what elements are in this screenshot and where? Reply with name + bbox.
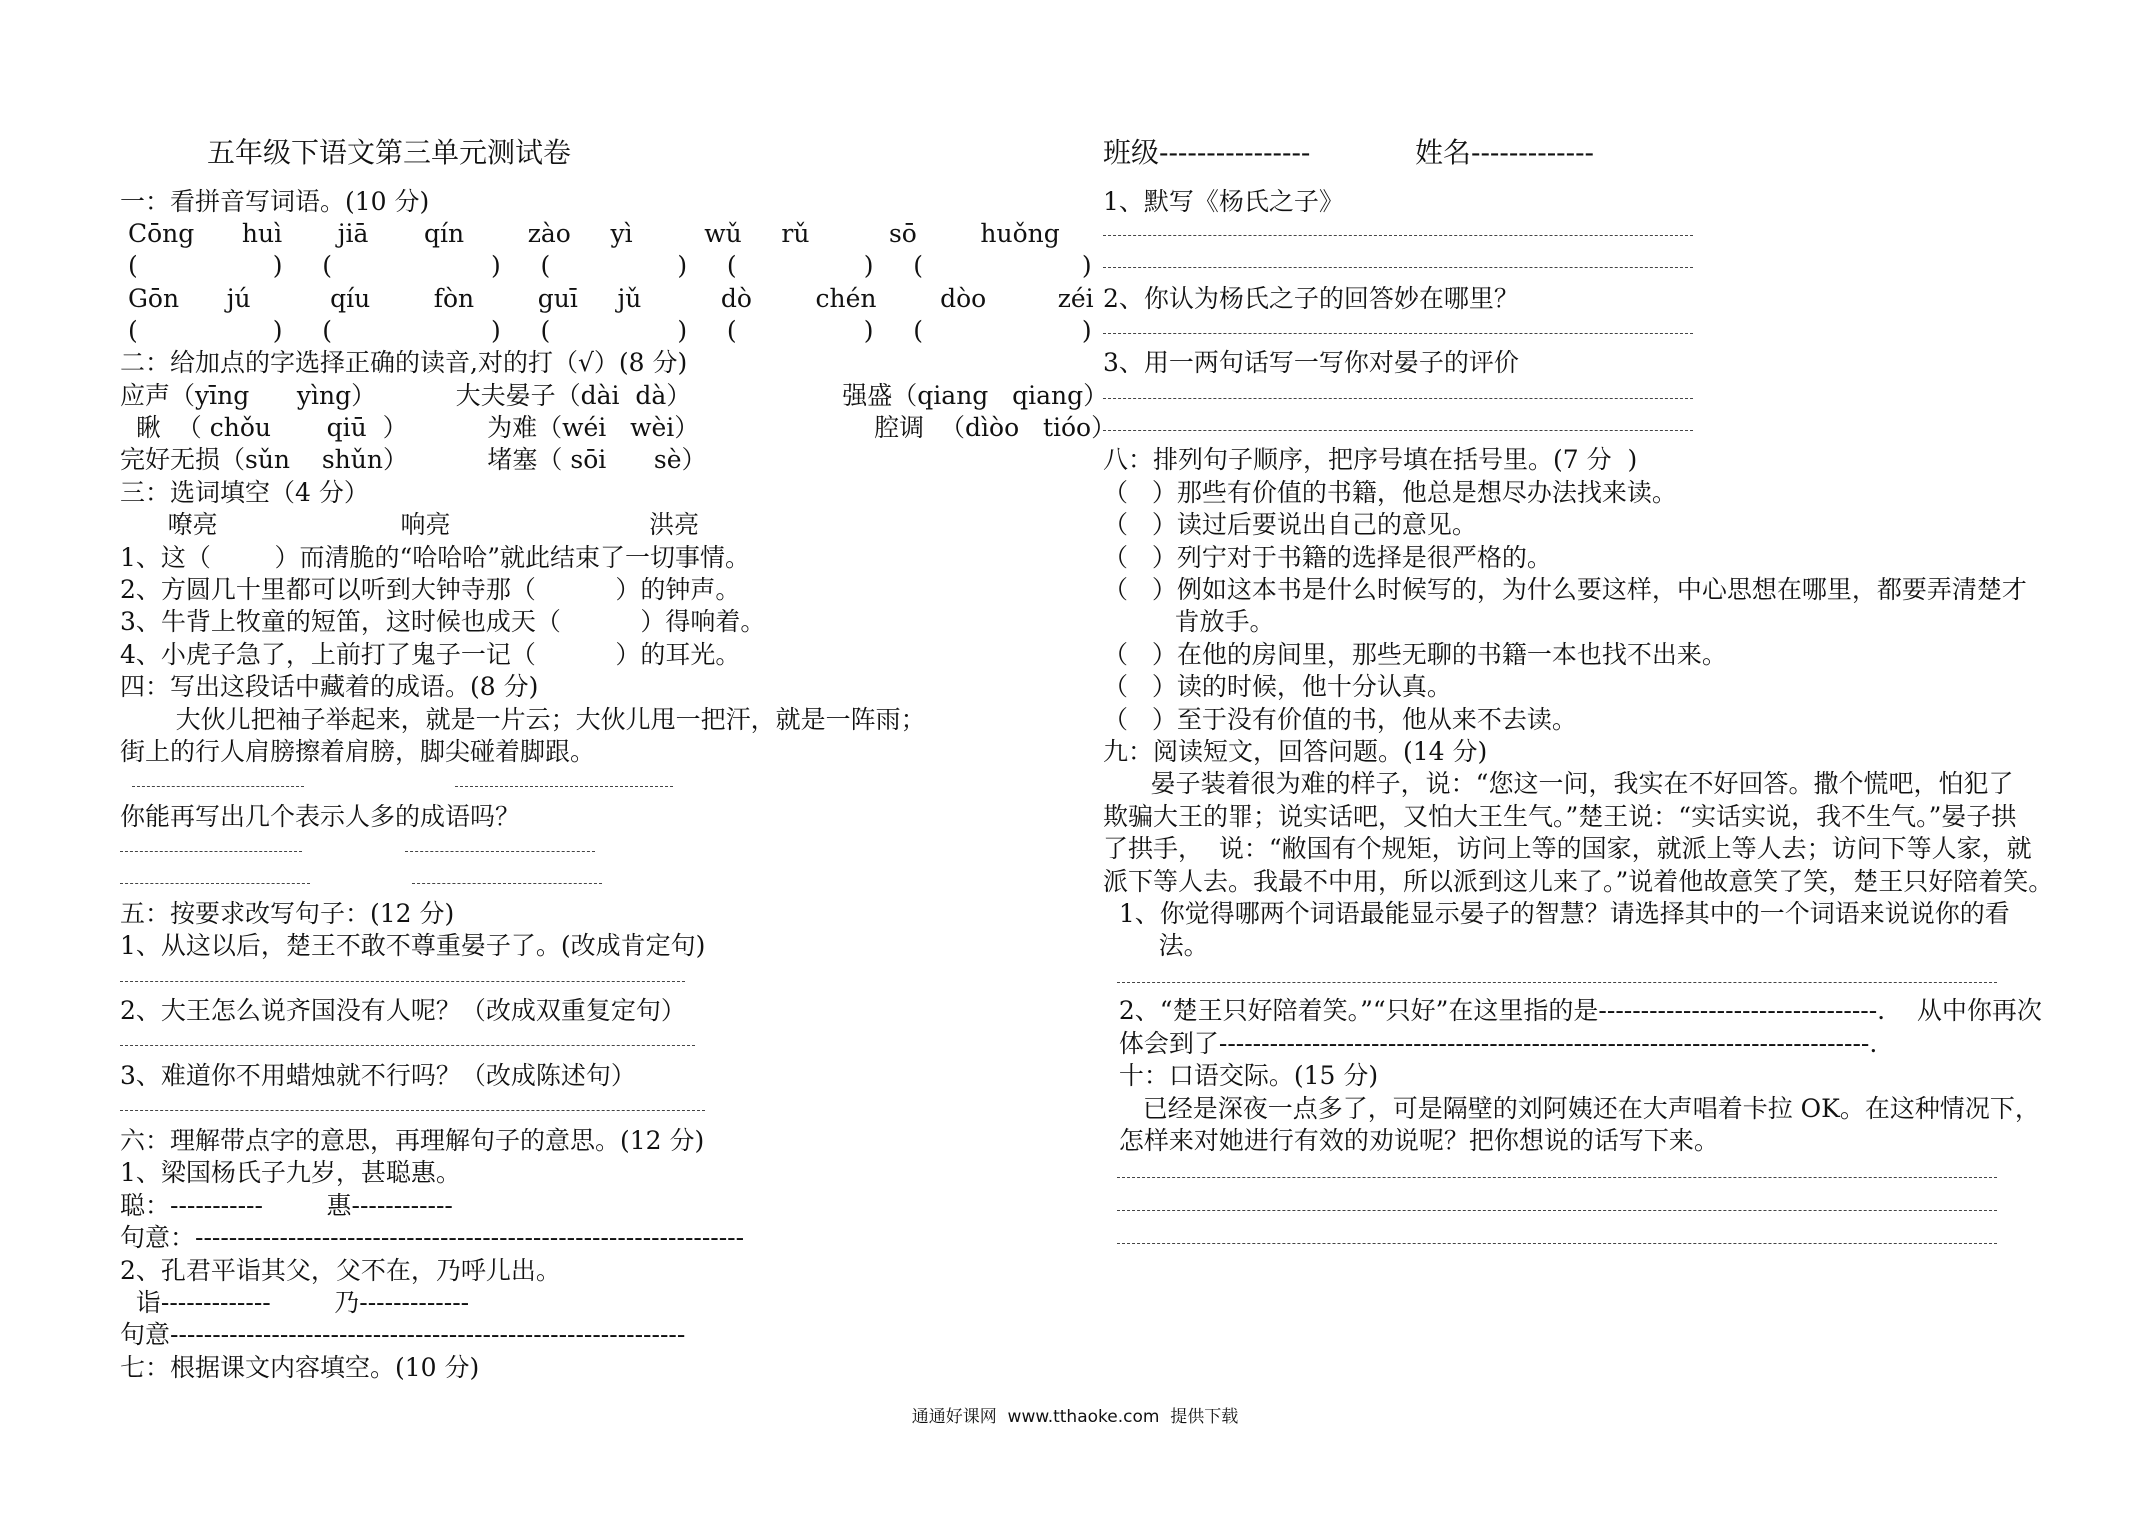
answer-line[interactable] [412,883,602,884]
section-9-heading: 九：阅读短文，回答问题。(14 分) [1103,737,1488,766]
sentence-meaning-2[interactable]: 句意------------------------------------------------------------- [120,1320,686,1349]
section-4-heading: 四：写出这段话中藏着的成语。(8 分) [120,672,539,701]
answer-brackets-row-1[interactable]: ( ) ( ) ( ) ( ) ( ) [120,251,1092,280]
word-choices: 嘹亮 响亮 洪亮 [120,510,700,539]
answer-line[interactable] [1103,430,1693,431]
reading-question-3: 3、用一两句话写一写你对晏子的评价 [1103,348,1519,377]
page-title: 五年级下语文第三单元测试卷 [207,136,572,169]
pronunciation-row-1: 应声（yīng yìng） 大夫晏子（dài dà） 强盛（qiang qiang） [120,381,1109,410]
answer-line[interactable] [120,851,302,852]
passage-line-1: 大伙儿把袖子举起来，就是一片云；大伙儿甩一把汗，就是一阵雨； [120,705,926,734]
story-question-1: 1、你觉得哪两个词语最能显示晏子的智慧？请选择其中的一个词语来说说你的看 [1103,899,2010,928]
order-item[interactable]: （ ）读过后要说出自己的意见。 [1103,510,1477,539]
section-1-heading: 一：看拼音写词语。(10 分) [120,187,430,216]
reading-question-2: 2、你认为杨氏之子的回答妙在哪里？ [1103,284,1519,313]
answer-line[interactable] [120,981,685,982]
answer-line[interactable] [455,786,673,787]
section-10-heading: 十：口语交际。(15 分) [1103,1061,1379,1090]
order-item[interactable]: （ ）在他的房间里，那些无聊的书籍一本也找不出来。 [1103,640,1727,669]
char-meaning-row-1[interactable]: 聪：----------- 惠------------ [120,1191,453,1220]
answer-line[interactable] [1103,267,1693,268]
section-3-heading: 三：选词填空（4 分） [120,478,369,507]
answer-line[interactable] [120,1110,705,1111]
order-item[interactable]: （ ）至于没有价值的书，他从来不去读。 [1103,705,1577,734]
answer-line[interactable] [1103,398,1693,399]
classical-sentence-2: 2、孔君平诣其父，父不在，乃呼儿出。 [120,1256,561,1285]
story-question-1-continued: 法。 [1103,931,1209,960]
story-line-4: 派下等人去。我最不中用，所以派到这儿来了。”说着他故意笑了笑，楚王只好陪着笑。 [1103,867,2054,896]
story-question-2-continued[interactable]: 体会到了-----------------------------------------------------------------------------. [1103,1029,1878,1058]
section-7-heading: 七：根据课文内容填空。(10 分) [120,1353,480,1382]
pinyin-row-2: Gōn jú qíu fòn guī jǔ dò chén dòo zéi [120,284,1094,313]
pronunciation-row-2: 瞅 （ chǒu qiū ） 为难（wéi wèi） 腔调 （dìòo tióo） [120,413,1117,442]
section-5-heading: 五：按要求改写句子：(12 分) [120,899,455,928]
answer-line[interactable] [1117,982,1997,983]
dictation-question: 1、默写《杨氏之子》 [1103,187,1344,216]
answer-line[interactable] [1103,235,1693,236]
pronunciation-row-3: 完好无损（sǔn shǔn） 堵塞（ sōi sè） [120,445,707,474]
fill-question-4: 4、小虎子急了，上前打了鬼子一记（ ）的耳光。 [120,640,741,669]
extra-idiom-question: 你能再写出几个表示人多的成语吗？ [120,802,521,831]
answer-line[interactable] [1117,1210,1997,1211]
rewrite-question-2: 2、大王怎么说齐国没有人呢？（改成双重复定句） [120,996,686,1025]
order-item-continued: 肯放手。 [1103,607,1275,636]
order-item[interactable]: （ ）读的时候，他十分认真。 [1103,672,1452,701]
char-meaning-row-2[interactable]: 诣------------- 乃------------- [120,1288,470,1317]
section-2-heading: 二：给加点的字选择正确的读音,对的打（√）(8 分) [120,348,688,377]
sentence-meaning-1[interactable]: 句意：----------------------------------------------------------------- [120,1223,745,1252]
oral-task-line-1: 已经是深夜一点多了，可是隔壁的刘阿姨还在大声唱着卡拉 OK。在这种情况下， [1103,1094,2040,1123]
story-question-2[interactable]: 2、“楚王只好陪着笑。”“只好”在这里指的是---------------------------------. 从中你再次 [1103,996,2042,1025]
story-line-1: 晏子装着很为难的样子，说：“您这一问，我实在不好回答。撒个慌吧，怕犯了 [1103,769,2014,798]
answer-line[interactable] [120,883,310,884]
answer-line[interactable] [405,851,595,852]
class-field[interactable]: 班级---------------- [1103,136,1311,169]
rewrite-question-1: 1、从这以后，楚王不敢不尊重晏子了。(改成肯定句) [120,931,706,960]
oral-task-line-2: 怎样来对她进行有效的劝说呢？把你想说的话写下来。 [1103,1126,1719,1155]
fill-question-3: 3、牛背上牧童的短笛，这时候也成天（ ）得响着。 [120,607,766,636]
section-6-heading: 六：理解带点字的意思，再理解句子的意思。(12 分) [120,1126,705,1155]
classical-sentence-1: 1、梁国杨氏子九岁，甚聪惠。 [120,1158,461,1187]
order-item[interactable]: （ ）列宁对于书籍的选择是很严格的。 [1103,543,1552,572]
story-line-3: 了拱手， 说：“敝国有个规矩，访问上等的国家，就派上等人去；访问下等人家，就 [1103,834,2032,863]
answer-brackets-row-2[interactable]: ( ) ( ) ( ) ( ) ( ) [120,316,1092,345]
rewrite-question-3: 3、难道你不用蜡烛就不行吗？（改成陈述句） [120,1061,636,1090]
fill-question-1: 1、这（ ）而清脆的“哈哈哈”就此结束了一切事情。 [120,543,751,572]
name-field[interactable]: 姓名------------- [1415,136,1594,169]
story-line-2: 欺骗大王的罪；说实话吧，又怕大王生气。”楚王说：“实话实说，我不生气。”晏子拱 [1103,802,2017,831]
answer-line[interactable] [132,786,304,787]
order-item[interactable]: （ ）例如这本书是什么时候写的，为什么要这样，中心思想在哪里，都要弄清楚才 [1103,575,2027,604]
answer-line[interactable] [1117,1177,1997,1178]
section-8-heading: 八：排列句子顺序，把序号填在括号里。(7 分 ) [1103,445,1638,474]
pinyin-row-1: Cōng huì jiā qín zào yì wǔ rǔ sō huǒng [120,219,1060,248]
passage-line-2: 街上的行人肩膀擦着肩膀，脚尖碰着脚跟。 [120,737,596,766]
order-item[interactable]: （ ）那些有价值的书籍，他总是想尽办法找来读。 [1103,478,1677,507]
answer-line[interactable] [1103,333,1693,334]
fill-question-2: 2、方圆几十里都可以听到大钟寺那（ ）的钟声。 [120,575,741,604]
answer-line[interactable] [1117,1243,1997,1244]
footer-source: 通通好课网 www.tthaoke.com 提供下载 [911,1407,1239,1427]
answer-line[interactable] [120,1045,695,1046]
